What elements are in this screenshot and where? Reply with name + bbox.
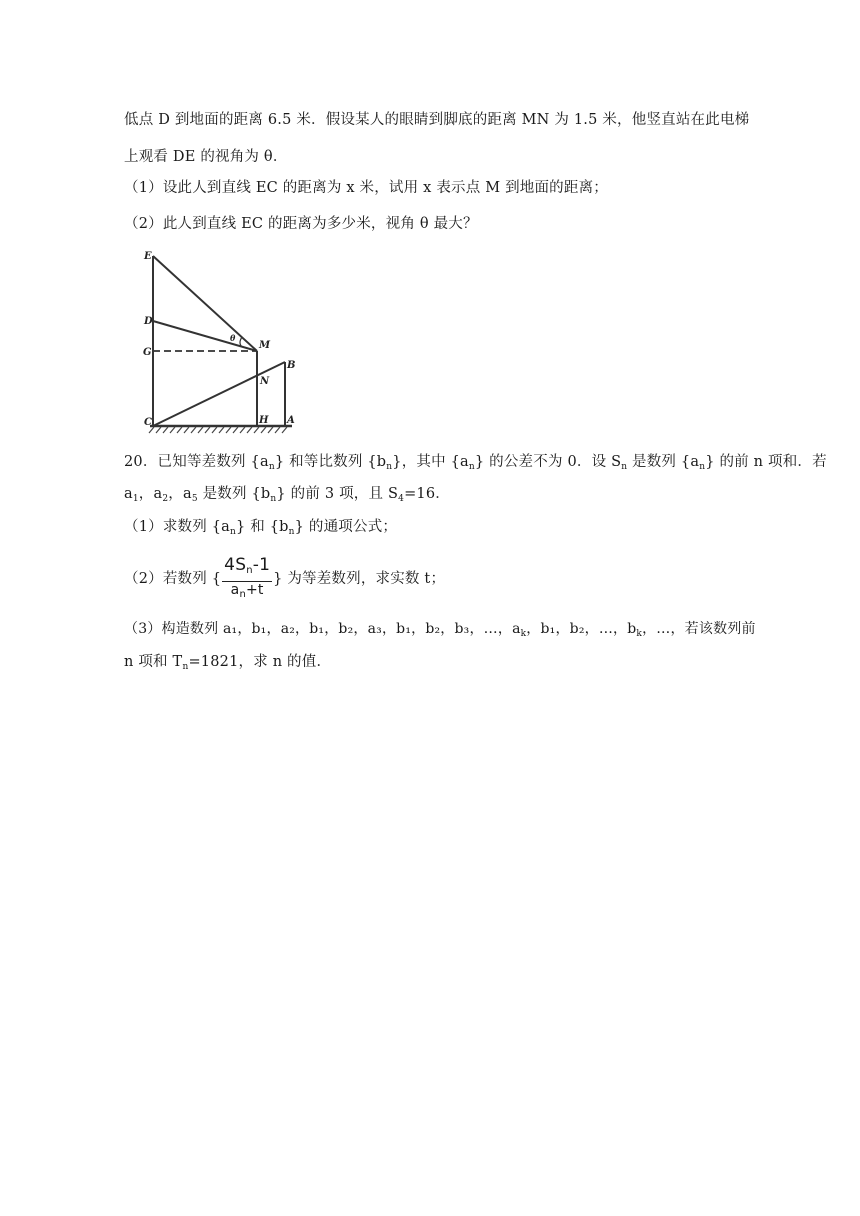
problem19-question-2: （2）此人到直线 EC 的距离为多少米，视角 θ 最大？ (124, 216, 478, 232)
problem20-question-2: （2）若数列 { $\frac{4S_n-1}{a_n+t}$ } 为等差数列，求实数 t； (124, 555, 445, 603)
problem20-question-3-line-2: n 项和 $T_n=1821$，求 n 的值． (124, 654, 332, 672)
label-N: N (260, 376, 270, 387)
problem19-text-line-2: 上观看 DE 的视角为 θ． (124, 149, 288, 165)
label-A: A (287, 415, 295, 426)
label-B: B (287, 360, 296, 371)
label-H: H (259, 415, 269, 426)
ground-hatching (149, 427, 287, 433)
fraction-formula: $\frac{4S_n-1}{a_n+t}$ (224, 555, 271, 600)
label-D: D (144, 316, 153, 327)
problem19-text-line-1: 低点 D 到地面的距离 6.5 米．假设某人的眼睛到脚底的距离 MN 为 1.5 米，他竖直站在此电梯 (124, 112, 750, 128)
label-G: G (143, 347, 152, 358)
label-E: E (144, 251, 152, 262)
problem20-intro: 20．已知等差数列 $\{a_n\}$ 和等比数列 $\{b_n\}$，其中 $\{a_n\}$ 的公差不为 0．设 $S_n$ 是数列 $\{a_n\}$ 的前 n 项和．若 (124, 454, 827, 472)
theta-arc (240, 337, 242, 347)
problem20-question-1: （1）求数列 $\{a_n\}$ 和 $\{b_n\}$ 的通项公式； (124, 519, 398, 537)
label-M: M (259, 340, 271, 351)
problem19-question-1: （1）设此人到直线 EC 的距离为 x 米，试用 x 表示点 M 到地面的距离； (124, 180, 608, 196)
problem20-question-3-line-1: （3）构造数列 a₁，b₁，a₂，b₁，b₂，a₃，b₁，b₂，b₃，…，$a_k$，b₁，b₂，…，$b_k$，…，若该数列前 (124, 621, 756, 639)
problem20-condition: $a_1$，$a_2$，$a_5$ 是数列 $\{b_n\}$ 的前 3 项，且 $S_4=16$． (124, 486, 450, 504)
elevator-geometry-figure (120, 244, 300, 436)
label-C: C (144, 417, 152, 428)
label-theta: θ (230, 333, 236, 343)
